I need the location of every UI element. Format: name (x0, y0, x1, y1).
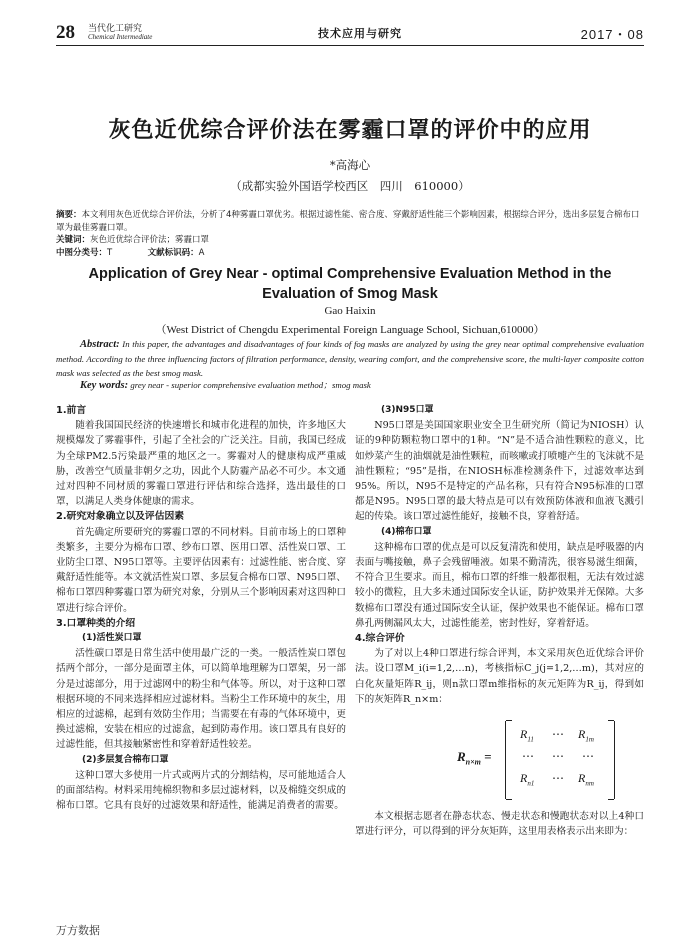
section-heading-objects: 2.研究对象确立以及评估因素 (56, 511, 185, 523)
abstract-cn-text: 本文利用灰色近优综合评价法，分析了4种雾霾口罩优劣。根据过滤性能、密合度、穿戴舒适性能三个影响因素，根据综合评分，选出多层复合棉布口罩为最佳雾霾口罩。 (56, 210, 640, 233)
keywords-en-text: grey near - superior comprehensive evaluation method；smog mask (130, 380, 371, 390)
subheading-activated-carbon: (1)活性炭口罩 (82, 633, 142, 644)
grey-matrix-equation (355, 713, 644, 805)
paragraph-objects: 首先确定所要研究的雾霾口罩的不同材料。目前市场上的口罩种类繁多，主要分为棉布口罩、纱布口罩、医用口罩、活性炭口罩、工业防尘口罩、N95口罩等。主要评估因素有：过滤性能、密合度、穿戴舒适性能等。本文就活性炭口罩、多层复合棉布口罩、N95口罩、棉布口罩四种雾霾口罩为研究对象，分别从三个影响因素对这四种口罩进行综合评价。 (56, 526, 346, 614)
matrix-cell-rn1: $R_{n1}$ (520, 771, 535, 788)
subheading-n95: (3)N95口罩 (381, 405, 434, 415)
classification-line (56, 247, 644, 260)
matrix-cell-rnm: $R_{nm}$ (578, 771, 594, 788)
paper-title-en: Application of Grey Near - optimal Comprehensive Evaluation Method in the Evaluation of Smog Mask (88, 266, 612, 302)
paragraph-multilayer-cotton: 这种口罩大多使用一片式或两片式的分割结构，尽可能地适合人的面部结构。材料采用纯棉织物和多层过滤材料，以及棉缝交织成的棉布口罩。它具有良好的过滤效果和舒适性，能满足消费者的需要。 (56, 769, 346, 812)
body-column-right (355, 403, 644, 839)
keywords-en-label: Key words: (80, 380, 129, 391)
keywords-cn-label: 关键词： (56, 235, 91, 245)
abstract-cn (56, 209, 644, 234)
doc-code-label: 文献标识码： (147, 248, 199, 258)
section-heading-mask-types: 3.口罩种类的介绍 (56, 617, 136, 629)
abstract-en (56, 337, 644, 380)
paragraph-intro: 随着我国国民经济的快速增长和城市化进程的加快，许多地区大规模爆发了雾霾事件，引起了全社会的广泛关注。目前，我国已经成为全球PM2.5污染最严重的地区之一。雾霾对人的健康构成严重威胁，改善空气质量非朝夕之功，因此个人防霾产品必不可少。本文通过对四种不同材质的雾霾口罩进行评估和综合选择，选出最佳的口罩，以满足人类身体健康的需求。 (56, 420, 346, 508)
author-cn: *高海心 (329, 158, 371, 172)
class-value: T (107, 248, 113, 258)
matrix-dots-center: ⋯ (552, 749, 564, 764)
paragraph-n95: N95口罩是美国国家职业安全卫生研究所（简记为NIOSH）认证的9种防颗粒物口罩中的1种。“N”是不适合油性颗粒的意义，比如炒菜产生的油烟就是油性颗粒，而咳嗽或打喷嚏产生的飞沫就不是油性颗粒；“95”是指，在NIOSH标准检测条件下，过滤效率达到95%。所以，N95不是特定的产品名称，只有符合N95标准的口罩都是N95。N95口罩的最大特点是可以有效预防体液和血液飞溅引起的传染。该口罩过滤性能好，接触不良，穿着舒适。 (355, 420, 644, 523)
affiliation-en: （West District of Chengdu Experimental Foreign Language School, Sichuan,610000） (155, 324, 545, 336)
doc-code-value: A (198, 248, 205, 258)
issue-label: 2017・08 (580, 27, 644, 42)
class-label: 中图分类号： (56, 248, 108, 258)
journal-name-en: Chemical Intermediate (88, 33, 153, 41)
affiliation-cn: （成都实验外国语学校西区 四川 610000） (230, 179, 470, 193)
paragraph-evaluation: 为了对以上4种口罩进行综合评判，本文采用灰色近优综合评价法。设口罩M_i(i=1,2,…n)，考核指标C_j(j=1,2,…m)，其对应的白化灰量矩阵R_ij，则n款口罩m维指标的灰元矩阵为R_ij，得到如下的灰矩阵R_n×m： (355, 648, 644, 705)
keywords-cn (56, 234, 644, 247)
subheading-multilayer-cotton: (2)多层复合棉布口罩 (82, 754, 169, 765)
keywords-en (80, 378, 640, 391)
keywords-cn-text: 灰色近优综合评价法；雾霾口罩 (90, 235, 210, 245)
page-number: 28 (56, 22, 75, 43)
section-heading-intro: 1.前言 (56, 405, 87, 416)
matrix-cell-r1m: $R_{1m}$ (578, 727, 594, 744)
journal-name-cn: 当代化工研究 (88, 24, 143, 34)
matrix-dots-right: ⋯ (582, 749, 594, 764)
section-heading-evaluation: 4.综合评价 (355, 633, 405, 645)
matrix-hdots-bottom: ⋯ (552, 771, 564, 786)
body-column-left (56, 403, 346, 813)
abstract-en-label: Abstract: (80, 339, 120, 350)
database-logo: 万方数据 (56, 924, 100, 937)
paragraph-cotton: 这种棉布口罩的优点是可以反复清洗和使用，缺点是呼吸器的内表面与嘴接触，鼻子会残留唾液。如果不勤清洗，很容易滋生细菌，不符合卫生要求。而且，棉布口罩的纤维一般都很粗，无法有效过滤较小的微粒，且大多未通过国际安全认证，防护效果并无保障。大多数棉布口罩没有通过国际安全认证，保护效果也不能保证。棉布口罩鼻孔两侧漏风太大，过滤性能差，密封性好，穿着舒适。 (355, 541, 644, 629)
matrix-hdots-top: ⋯ (552, 727, 564, 742)
matrix-cell-r11: $R_{11}$ (520, 727, 534, 744)
paragraph-scoring: 本文根据志愿者在静态状态、慢走状态和慢跑状态对以上4种口罩进行评分，可以得到的评分灰矩阵，这里用表格表示出来即为： (355, 811, 644, 838)
author-en: Gao Haixin (324, 305, 376, 317)
section-title: 技术应用与研究 (318, 27, 402, 40)
matrix-label: $R_{n\times m}$ = (457, 749, 492, 767)
matrix-brackets (505, 721, 615, 799)
header-rule (56, 45, 644, 46)
subheading-cotton: (4)棉布口罩 (381, 526, 432, 537)
matrix-dots-left: ⋯ (522, 749, 534, 764)
abstract-cn-label: 摘要： (56, 210, 82, 220)
paragraph-activated-carbon: 活性碳口罩是日常生活中使用最广泛的一类。一般活性炭口罩包括两个部分，一部分是面罩主体，可以简单地理解为口罩架，另一部分是过滤部分，用于过滤网中的粉尘和气体等。所以，对于这种口罩根据环境的不同来选择相应过滤材料。当粉尘工作环境中的灰尘，用相应的过滤棉，起到有效防尘作用；当需要在有毒的气体环境中，更换过滤棉，安装在相应的过滤盒，起到防毒作用。该口罩具有良好的过滤性能，但其接触紧密性和穿着舒适性较差。 (56, 648, 346, 751)
paper-title-cn: 灰色近优综合评价法在雾霾口罩的评价中的应用 (108, 118, 592, 143)
abstract-en-text: In this paper, the advantages and disadvantages of four kinds of fog masks are analyzed by using the grey near optimal comprehensive evaluation method. According to the three influencing factors of filtration performance, density, wearing comfort, and the comprehensive score, the multi-layer composite cotton mask was selected as the best smog mask. (56, 339, 644, 378)
